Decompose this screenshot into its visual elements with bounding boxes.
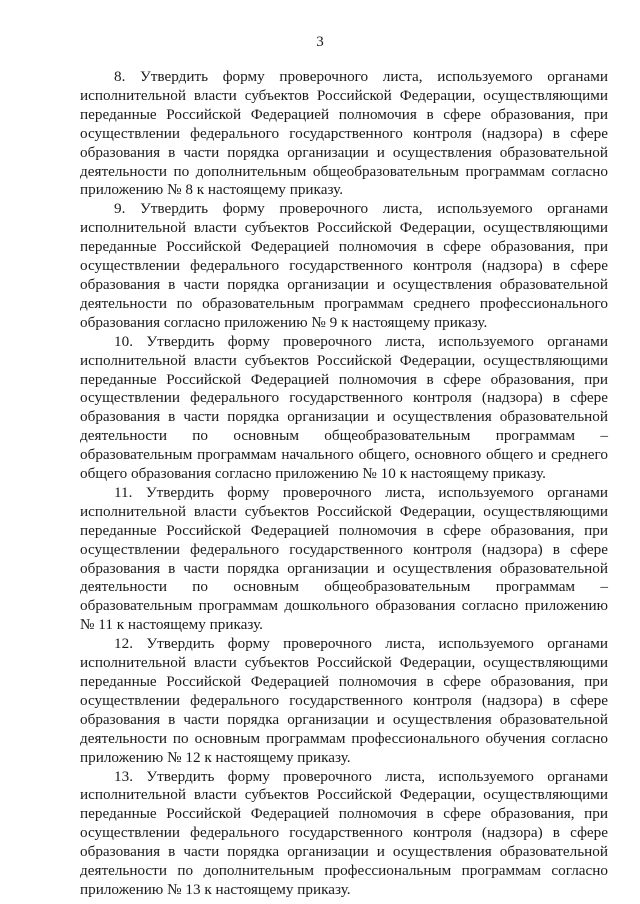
paragraph-item-12: 12. Утвердить форму проверочного листа, используемого органами исполнительной власти субъектов Российской Федерации, осуществляющими переданные Российской Федерацией полномочия в сфере образования, при осуществлении федерального государственного контроля (надзора) в сфере образования в части порядка организации и осуществления образовательной деятельности по основным программам профессионального обучения согласно приложению № 12 к настоящему приказу.	[80, 635, 608, 766]
paragraph-item-8: 8. Утвердить форму проверочного листа, используемого органами исполнительной власти субъектов Российской Федерации, осуществляющими переданные Российской Федерацией полномочия в сфере образования, при осуществлении федерального государственного контроля (надзора) в сфере образования в части порядка организации и осуществления образовательной деятельности по дополнительным общеобразовательным программам согласно приложению № 8 к настоящему приказу.	[80, 68, 608, 199]
paragraph-item-11: 11. Утвердить форму проверочного листа, используемого органами исполнительной власти субъектов Российской Федерации, осуществляющими переданные Российской Федерацией полномочия в сфере образования, при осуществлении федерального государственного контроля (надзора) в сфере образования в части порядка организации и осуществления образовательной деятельности по основным общеобразовательным программам – образовательным программам дошкольного образования согласно приложению № 11 к настоящему приказу.	[80, 483, 608, 634]
page-number: 3	[316, 34, 324, 50]
document-body	[80, 68, 608, 900]
paragraph-item-10: 10. Утвердить форму проверочного листа, используемого органами исполнительной власти субъектов Российской Федерации, осуществляющими переданные Российской Федерацией полномочия в сфере образования, при осуществлении федерального государственного контроля (надзора) в сфере образования в части порядка организации и осуществления образовательной деятельности по основным общеобразовательным программам – образовательным программам начального общего, основного общего и среднего общего образования согласно приложению № 10 к настоящему приказу.	[80, 332, 608, 483]
paragraph-item-13: 13. Утвердить форму проверочного листа, используемого органами исполнительной власти субъектов Российской Федерации, осуществляющими переданные Российской Федерацией полномочия в сфере образования, при осуществлении федерального государственного контроля (надзора) в сфере образования в части порядка организации и осуществления образовательной деятельности по дополнительным профессиональным программам согласно приложению № 13 к настоящему приказу.	[80, 767, 608, 898]
paragraph-item-9: 9. Утвердить форму проверочного листа, используемого органами исполнительной власти субъектов Российской Федерации, осуществляющими переданные Российской Федерацией полномочия в сфере образования, при осуществлении федерального государственного контроля (надзора) в сфере образования в части порядка организации и осуществления образовательной деятельности по образовательным программам среднего профессионального образования согласно приложению № 9 к настоящему приказу.	[80, 200, 608, 331]
